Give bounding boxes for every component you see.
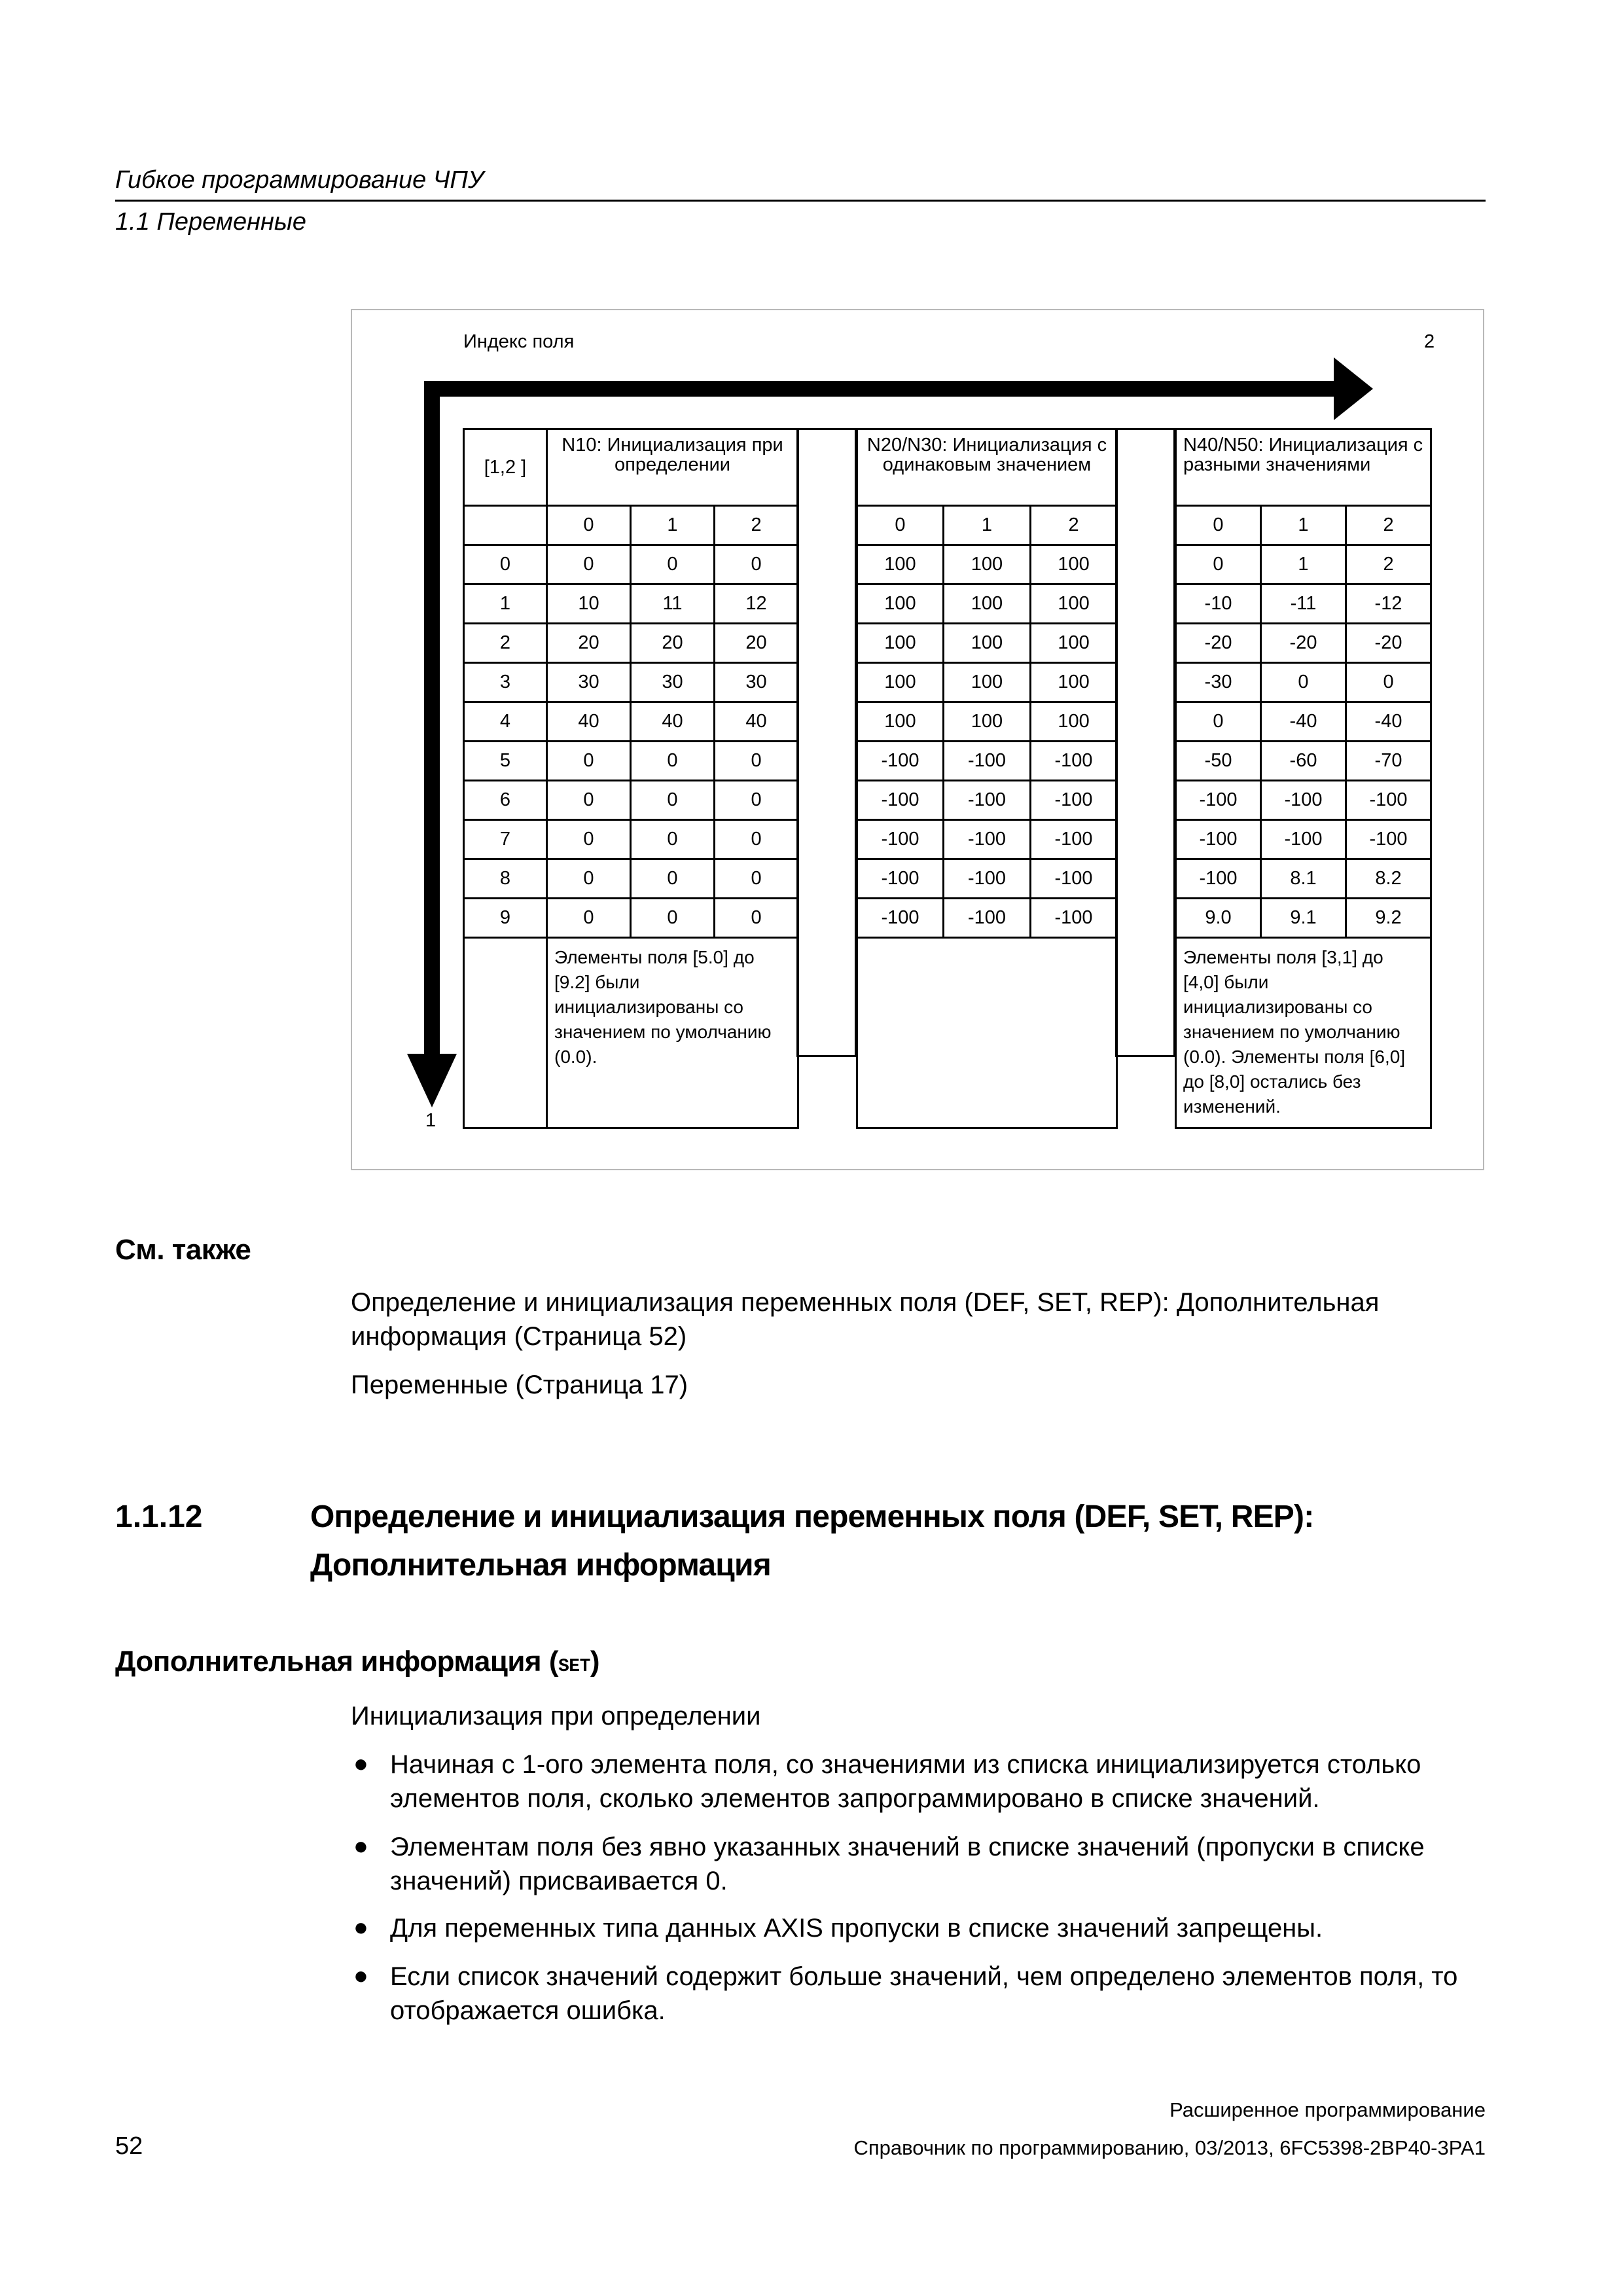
table3-cell: 0 xyxy=(1261,663,1346,702)
table2-cell: -100 xyxy=(857,742,944,781)
table3-cell: -20 xyxy=(1261,624,1346,663)
table2-row xyxy=(857,663,1117,702)
table3-cell: 0 xyxy=(1176,545,1261,584)
table1-cell: 0 xyxy=(547,820,631,859)
table2-cell: 100 xyxy=(857,545,944,584)
separator-column-1 xyxy=(796,428,857,1057)
table3-cell: 1 xyxy=(1261,545,1346,584)
table2-cell: 100 xyxy=(1031,545,1117,584)
table3-cell: -100 xyxy=(1346,820,1431,859)
table1-cell: 0 xyxy=(715,820,798,859)
table3-cell: -60 xyxy=(1261,742,1346,781)
table1-row-label: 8 xyxy=(464,859,547,899)
footer-line-1: Расширенное программирование xyxy=(1169,2098,1486,2121)
table2-cell: 100 xyxy=(857,702,944,742)
vertical-arrow-head xyxy=(407,1054,457,1107)
table1-cell: 0 xyxy=(547,859,631,899)
table-n40-n50 xyxy=(1175,428,1432,1129)
table1-row-label: 2 xyxy=(464,624,547,663)
table2-cell: 100 xyxy=(1031,624,1117,663)
table2-cell: -100 xyxy=(944,742,1031,781)
table1-row xyxy=(464,663,798,702)
table1-row xyxy=(464,781,798,820)
table2-col-header: 1 xyxy=(944,506,1031,545)
table3-row xyxy=(1176,820,1431,859)
table1-row xyxy=(464,820,798,859)
table3-row xyxy=(1176,742,1431,781)
table3-row xyxy=(1176,584,1431,624)
table3-cell: -100 xyxy=(1176,820,1261,859)
table2-cell: -100 xyxy=(857,899,944,938)
table3-cell: 9.1 xyxy=(1261,899,1346,938)
table1-row xyxy=(464,624,798,663)
section-number: 1.1.12 xyxy=(115,1499,203,1534)
table2-cell: -100 xyxy=(1031,899,1117,938)
bullet-item: Элементам поля без явно указанных значений в списке значений (пропуски в списке значений) присваивается 0. xyxy=(390,1833,1425,1895)
table3-row xyxy=(1176,859,1431,899)
table1-cell: 0 xyxy=(547,545,631,584)
table3-header: N40/N50: Инициализация с разными значениями xyxy=(1176,429,1431,506)
subsection-heading-suffix: ) xyxy=(590,1645,600,1677)
table2-cell: -100 xyxy=(857,781,944,820)
table2-cell: 100 xyxy=(857,663,944,702)
table1-cell: 0 xyxy=(631,820,715,859)
table1-cell: 0 xyxy=(715,742,798,781)
table2-cell: 100 xyxy=(944,663,1031,702)
table1-cell: 12 xyxy=(715,584,798,624)
table2-row xyxy=(857,781,1117,820)
table3-note: Элементы поля [3,1] до [4,0] были инициализированы со значением по умолчанию (0.0). Элементы поля [6,0] до [8,0] остались без изменений. xyxy=(1176,938,1431,1128)
table2-cell: 100 xyxy=(857,584,944,624)
table1-row xyxy=(464,545,798,584)
table1-cell: 40 xyxy=(631,702,715,742)
table3-cell: 9.0 xyxy=(1176,899,1261,938)
table1-cell: 30 xyxy=(547,663,631,702)
table1-cell: 0 xyxy=(715,859,798,899)
table2-col-header: 2 xyxy=(1031,506,1117,545)
table2-cell: 100 xyxy=(944,545,1031,584)
table3-cell: -11 xyxy=(1261,584,1346,624)
table3-row xyxy=(1176,663,1431,702)
table3-cell: -12 xyxy=(1346,584,1431,624)
table3-cell: 9.2 xyxy=(1346,899,1431,938)
table3-cell: -100 xyxy=(1261,820,1346,859)
table1-header: N10: Инициализация при определении xyxy=(547,429,798,506)
table2-cell: -100 xyxy=(1031,742,1117,781)
table2-cell: -100 xyxy=(944,899,1031,938)
section-title-line-1: Определение и инициализация переменных поля (DEF, SET, REP): xyxy=(310,1499,1314,1534)
table1-cell: 20 xyxy=(547,624,631,663)
table3-cell: -100 xyxy=(1346,781,1431,820)
bullet-icon: ● xyxy=(353,1833,368,1860)
table1-note: Элементы поля [5.0] до [9.2] были инициализированы со значением по умолчанию (0.0). xyxy=(547,938,798,1128)
subsection-heading xyxy=(115,1645,599,1678)
table3-col-header: 0 xyxy=(1176,506,1261,545)
bullet-item: Начиная с 1-ого элемента поля, со значениями из списка инициализируется столько элементов поля, сколько элементов запрограммировано в списке значений. xyxy=(390,1750,1421,1813)
table1-row xyxy=(464,702,798,742)
table1-cell: 40 xyxy=(715,702,798,742)
bullet-icon: ● xyxy=(353,1962,368,1990)
table2-cell: 100 xyxy=(857,624,944,663)
table1-row xyxy=(464,742,798,781)
table1-empty-cell xyxy=(464,506,547,545)
table2-col-header: 0 xyxy=(857,506,944,545)
table1-row-label: 0 xyxy=(464,545,547,584)
table2-cell: -100 xyxy=(944,820,1031,859)
subsection-heading-code: SET xyxy=(558,1657,590,1677)
array-initialization-figure xyxy=(351,309,1484,1170)
table2-cell: -100 xyxy=(1031,781,1117,820)
table2-cell: -100 xyxy=(1031,859,1117,899)
table2-cell: 100 xyxy=(944,624,1031,663)
table1-col-header: 1 xyxy=(631,506,715,545)
table1-row xyxy=(464,859,798,899)
separator-column-2 xyxy=(1115,428,1175,1057)
axis-y-number: 1 xyxy=(425,1110,437,1131)
table3-cell: 8.1 xyxy=(1261,859,1346,899)
table3-col-header: 1 xyxy=(1261,506,1346,545)
table1-row xyxy=(464,584,798,624)
table1-col-header: 0 xyxy=(547,506,631,545)
table2-row xyxy=(857,584,1117,624)
table3-cell: -50 xyxy=(1176,742,1261,781)
table3-cell: 8.2 xyxy=(1346,859,1431,899)
axis-x-number: 2 xyxy=(1424,331,1435,352)
table2-cell: 100 xyxy=(1031,663,1117,702)
horizontal-arrow-shaft xyxy=(424,381,1340,397)
table1-row-label: 6 xyxy=(464,781,547,820)
table2-cell: -100 xyxy=(944,859,1031,899)
table3-cell: 0 xyxy=(1176,702,1261,742)
table3-cell: 2 xyxy=(1346,545,1431,584)
subsection-heading-prefix: Дополнительная информация ( xyxy=(115,1645,558,1677)
table1-cell: 0 xyxy=(547,742,631,781)
table3-cell: -10 xyxy=(1176,584,1261,624)
table2-cell: -100 xyxy=(857,859,944,899)
horizontal-arrow-head xyxy=(1334,357,1373,420)
bullet-icon: ● xyxy=(353,1914,368,1941)
table3-cell: -40 xyxy=(1346,702,1431,742)
table-n10 xyxy=(463,428,799,1129)
bullet-item: Если список значений содержит больше значений, чем определено элементов поля, то отображается ошибка. xyxy=(390,1962,1458,2025)
table2-cell: -100 xyxy=(944,781,1031,820)
table3-cell: -20 xyxy=(1346,624,1431,663)
table3-cell: -30 xyxy=(1176,663,1261,702)
table3-row xyxy=(1176,624,1431,663)
table1-note-empty xyxy=(464,938,547,1128)
table3-row xyxy=(1176,545,1431,584)
table1-cell: 30 xyxy=(715,663,798,702)
table1-cell: 11 xyxy=(631,584,715,624)
table1-col-header: 2 xyxy=(715,506,798,545)
table3-row xyxy=(1176,899,1431,938)
table1-row xyxy=(464,899,798,938)
table2-note-empty xyxy=(857,938,1117,1128)
table1-cell: 0 xyxy=(715,545,798,584)
table3-row xyxy=(1176,702,1431,742)
table1-cell: 0 xyxy=(547,899,631,938)
table1-cell: 40 xyxy=(547,702,631,742)
table2-row xyxy=(857,702,1117,742)
table2-header: N20/N30: Инициализация с одинаковым значением xyxy=(857,429,1117,506)
table3-cell: -100 xyxy=(1261,781,1346,820)
table2-cell: 100 xyxy=(1031,702,1117,742)
table1-row-label: 1 xyxy=(464,584,547,624)
table3-row xyxy=(1176,781,1431,820)
bullet-icon: ● xyxy=(353,1750,368,1778)
table2-row xyxy=(857,624,1117,663)
see-also-link-1[interactable]: Определение и инициализация переменных поля (DEF, SET, REP): Дополнительная информация (Страница 52) xyxy=(351,1288,1380,1351)
table2-row xyxy=(857,742,1117,781)
header-rule xyxy=(115,200,1486,202)
table1-cell: 20 xyxy=(631,624,715,663)
subsection-intro: Инициализация при определении xyxy=(351,1702,761,1731)
table3-cell: 0 xyxy=(1346,663,1431,702)
table2-row xyxy=(857,899,1117,938)
table2-cell: 100 xyxy=(944,584,1031,624)
table1-row-label: 3 xyxy=(464,663,547,702)
table1-row-label: 9 xyxy=(464,899,547,938)
table1-cell: 0 xyxy=(631,899,715,938)
table1-row-label: 5 xyxy=(464,742,547,781)
axis-label-index: Индекс поля xyxy=(463,331,575,352)
table1-cell: 20 xyxy=(715,624,798,663)
table1-cell: 0 xyxy=(631,545,715,584)
table3-cell: -100 xyxy=(1176,859,1261,899)
table1-cell: 0 xyxy=(631,781,715,820)
table1-cell: 10 xyxy=(547,584,631,624)
running-header-subtitle: 1.1 Переменные xyxy=(115,208,306,236)
table2-row xyxy=(857,820,1117,859)
table1-cell: 0 xyxy=(631,742,715,781)
table3-cell: -70 xyxy=(1346,742,1431,781)
table1-cell: 0 xyxy=(631,859,715,899)
table1-corner: [1,2 ] xyxy=(464,429,547,506)
table3-cell: -100 xyxy=(1176,781,1261,820)
table3-cell: -40 xyxy=(1261,702,1346,742)
vertical-arrow-shaft xyxy=(424,381,440,1062)
table3-cell: -20 xyxy=(1176,624,1261,663)
bullet-item: Для переменных типа данных AXIS пропуски в списке значений запрещены. xyxy=(390,1914,1323,1943)
table1-cell: 0 xyxy=(715,781,798,820)
table2-row xyxy=(857,859,1117,899)
section-title-line-2: Дополнительная информация xyxy=(310,1548,771,1583)
table3-col-header: 2 xyxy=(1346,506,1431,545)
running-header-title: Гибкое программирование ЧПУ xyxy=(115,166,484,194)
table2-cell: 100 xyxy=(1031,584,1117,624)
table2-row xyxy=(857,545,1117,584)
table1-cell: 30 xyxy=(631,663,715,702)
page-number: 52 xyxy=(115,2132,143,2160)
table2-cell: -100 xyxy=(1031,820,1117,859)
see-also-heading: См. также xyxy=(115,1234,251,1266)
footer-line-2: Справочник по программированию, 03/2013, 6FC5398-2BP40-3PA1 xyxy=(853,2136,1486,2159)
table2-cell: 100 xyxy=(944,702,1031,742)
table1-cell: 0 xyxy=(547,781,631,820)
table-n20-n30 xyxy=(856,428,1118,1129)
table2-cell: -100 xyxy=(857,820,944,859)
see-also-link-2[interactable]: Переменные (Страница 17) xyxy=(351,1371,688,1399)
table1-cell: 0 xyxy=(715,899,798,938)
table1-row-label: 7 xyxy=(464,820,547,859)
table1-row-label: 4 xyxy=(464,702,547,742)
